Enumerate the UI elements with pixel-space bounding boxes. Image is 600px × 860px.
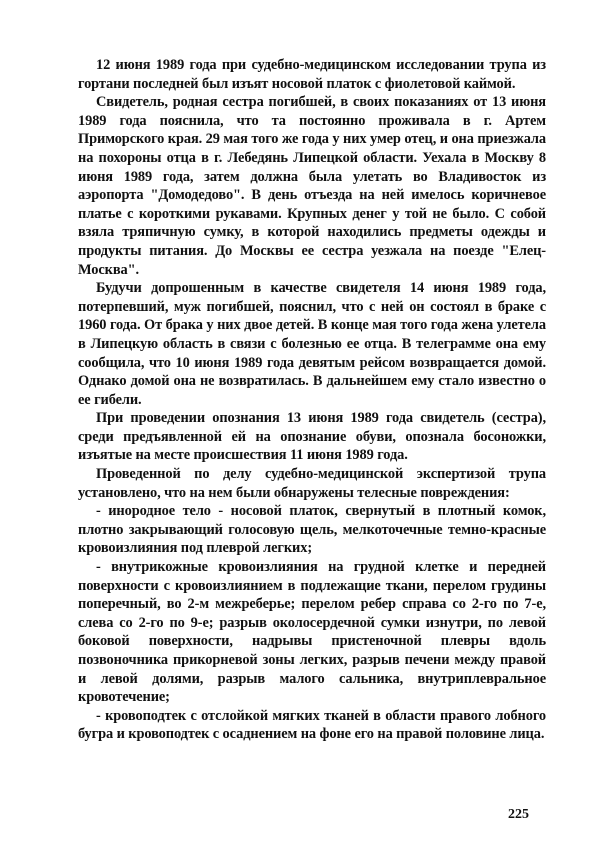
paragraph-injury-chest: - внутрикожные кровоизлияния на грудной клетке и передней поверхности с кровоизлиянием в подлежащие ткани, перелом грудины поперечный, во 2-м межреберье; перелом ребер справа со 2-го по 7-е, слева со 2-го по 9-е; разрыв околосердечной сумки изнутри, по левой боковой поверхности, надрывы пристеночной плевры вдоль позвоночника прикорневой зоны легких, разрыв печени между правой и левой долями, разрыв малого сальника, внутриплевральное кровотечение; xyxy=(78,559,546,706)
paragraph-expertise-intro: Проведенной по делу судебно-медицинской экспертизой трупа установлено, что на нем были обнаружены телесные повреждения: xyxy=(78,466,546,501)
page-number: 225 xyxy=(508,807,529,822)
paragraph-husband-testimony: Будучи допрошенным в качестве свидетеля 14 июня 1989 года, потерпевший, муж погибшей, пояснил, что с ней он состоял в браке с 1960 года. От брака у них двое детей. В конце мая того года жена улетела в Липецкую область в связи с болезнью ее отца. В телеграмме она ему сообщила, что 10 июня 1989 года девятым рейсом возвращается домой. Однако домой она не возвратилась. В дальнейшем ему стало известно о ее гибели. xyxy=(78,280,546,408)
paragraph-sister-testimony: Свидетель, родная сестра погибшей, в своих показаниях от 13 июня 1989 года пояснила, что та постоянно проживала в г. Артем Приморского края. 29 мая того же года у них умер отец, и она приезжала на похороны отца в г. Лебедянь Липецкой области. Уехала в Москву 8 июня 1989 года, затем должна была улетать во Владивосток из аэропорта "Домодедово". В день отъезда на ней имелось коричневое платье с короткими рукавами. Крупных денег у той не было. С собой взяла тряпичную сумку, в которой находились предметы одежды и продукты питания. До Москвы ее сестра уезжала на поезде "Елец-Москва". xyxy=(78,94,546,278)
paragraph-identification: При проведении опознания 13 июня 1989 года свидетель (сестра), среди предъявленной ей на опознание обуви, опознала босоножки, изъятые на месте происшествия 11 июня 1989 года. xyxy=(78,410,546,464)
document-page xyxy=(78,56,546,744)
paragraph-autopsy-finding: 12 июня 1989 года при судебно-медицинском исследовании трупа из гортани последней был изъят носовой платок с фиолетовой каймой. xyxy=(78,57,546,92)
paragraph-injury-head: - кровоподтек с отслойкой мягких тканей в области правого лобного бугра и кровоподтек с осаднением на фоне его на правой половине лица. xyxy=(78,707,546,743)
paragraph-injury-foreign-body: - инородное тело - носовой платок, свернутый в плотный комок, плотно закрывающий голосовую щель, мелкоточечные темно-красные кровоизлияния под плеврой легких; xyxy=(78,503,546,557)
